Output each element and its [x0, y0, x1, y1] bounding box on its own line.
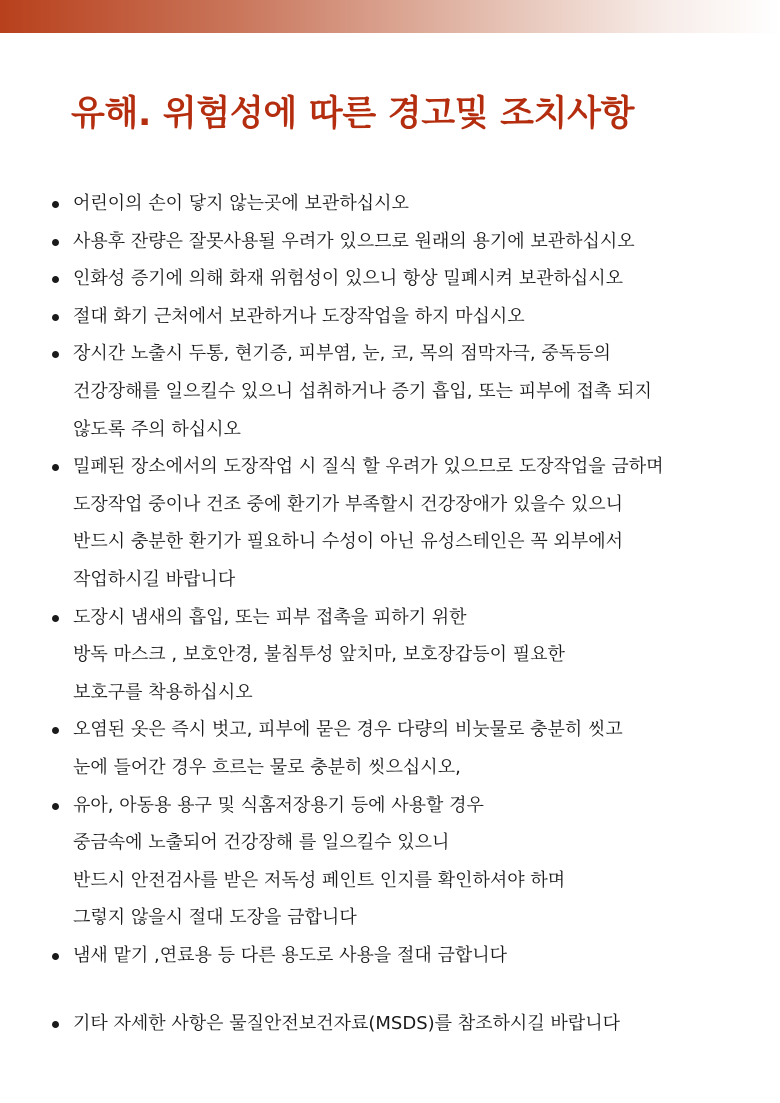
list-item-line: 눈에 들어간 경우 흐르는 물로 충분히 씻으십시오, [73, 756, 461, 778]
list-item-line: 보호구를 착용하십시오 [73, 681, 253, 703]
list-item-line: 사용후 잔량은 잘못사용될 우려가 있으므로 원래의 용기에 보관하십시오 [73, 230, 635, 252]
list-item [0, 298, 780, 336]
list-item [0, 185, 780, 223]
list-item-line: 중금속에 노출되어 건강장해 를 일으킬수 있으니 [73, 832, 450, 854]
list-item [0, 223, 780, 261]
list-item-line: 인화성 증기에 의해 화재 위험성이 있으니 항상 밀폐시켜 보관하십시오 [73, 268, 624, 290]
warning-list [0, 185, 780, 1043]
list-item [0, 1005, 780, 1043]
list-item-line: 장시간 노출시 두통, 현기증, 피부염, 눈, 코, 목의 점막자극, 중독등의 [73, 343, 611, 365]
list-item [0, 787, 780, 937]
list-item-line: 도장작업 중이나 건조 중에 환기가 부족할시 건강장애가 있을수 있으니 [73, 493, 624, 515]
list-item-line: 건강장해를 일으킬수 있으니 섭취하거나 증기 흡입, 또는 피부에 접촉 되지 [73, 380, 652, 402]
list-item-line: 오염된 옷은 즉시 벗고, 피부에 묻은 경우 다량의 비눗물로 충분히 씻고 [73, 719, 623, 741]
list-item [0, 260, 780, 298]
list-item-line: 그렇지 않을시 절대 도장을 금합니다 [73, 907, 357, 929]
list-item-line: 작업하시길 바랍니다 [73, 568, 236, 590]
list-item-line: 도장시 냄새의 흡입, 또는 피부 접촉을 피하기 위한 [73, 606, 467, 628]
list-item-line: 않도록 주의 하십시오 [73, 418, 241, 440]
list-item-line: 밀페된 장소에서의 도장작업 시 질식 할 우려가 있으므로 도장작업을 금하며 [73, 456, 664, 478]
list-item [0, 335, 780, 448]
page-title: 유해. 위험성에 따른 경고및 조치사항 [71, 94, 635, 134]
list-item-line: 방독 마스크 , 보호안경, 불침투성 앞치마, 보호장갑등이 필요한 [73, 644, 565, 666]
list-item [0, 711, 780, 786]
list-item-line: 유아, 아동용 용구 및 식홈저장용기 등에 사용할 경우 [73, 794, 484, 816]
top-decorative-band [0, 0, 780, 33]
list-item-line: 반드시 충분한 환기가 필요하니 수성이 아닌 유성스테인은 꼭 외부에서 [73, 531, 624, 553]
list-item-line: 어린이의 손이 닿지 않는곳에 보관하십시오 [73, 193, 409, 214]
list-item [0, 599, 780, 712]
list-item-line: 기타 자세한 사항은 물질안전보건자료(MSDS)를 참조하시길 바랍니다 [73, 1013, 620, 1035]
list-item-line: 절대 화기 근처에서 보관하거나 도장작업을 하지 마십시오 [73, 305, 525, 327]
list-item-line: 냄새 맡기 ,연료용 등 다른 용도로 사용을 절대 금합니다 [73, 944, 508, 966]
list-item [0, 448, 780, 598]
list-item [0, 937, 780, 975]
list-item-line: 반드시 안전검사를 받은 저독성 페인트 인지를 확인하셔야 하며 [73, 869, 566, 891]
